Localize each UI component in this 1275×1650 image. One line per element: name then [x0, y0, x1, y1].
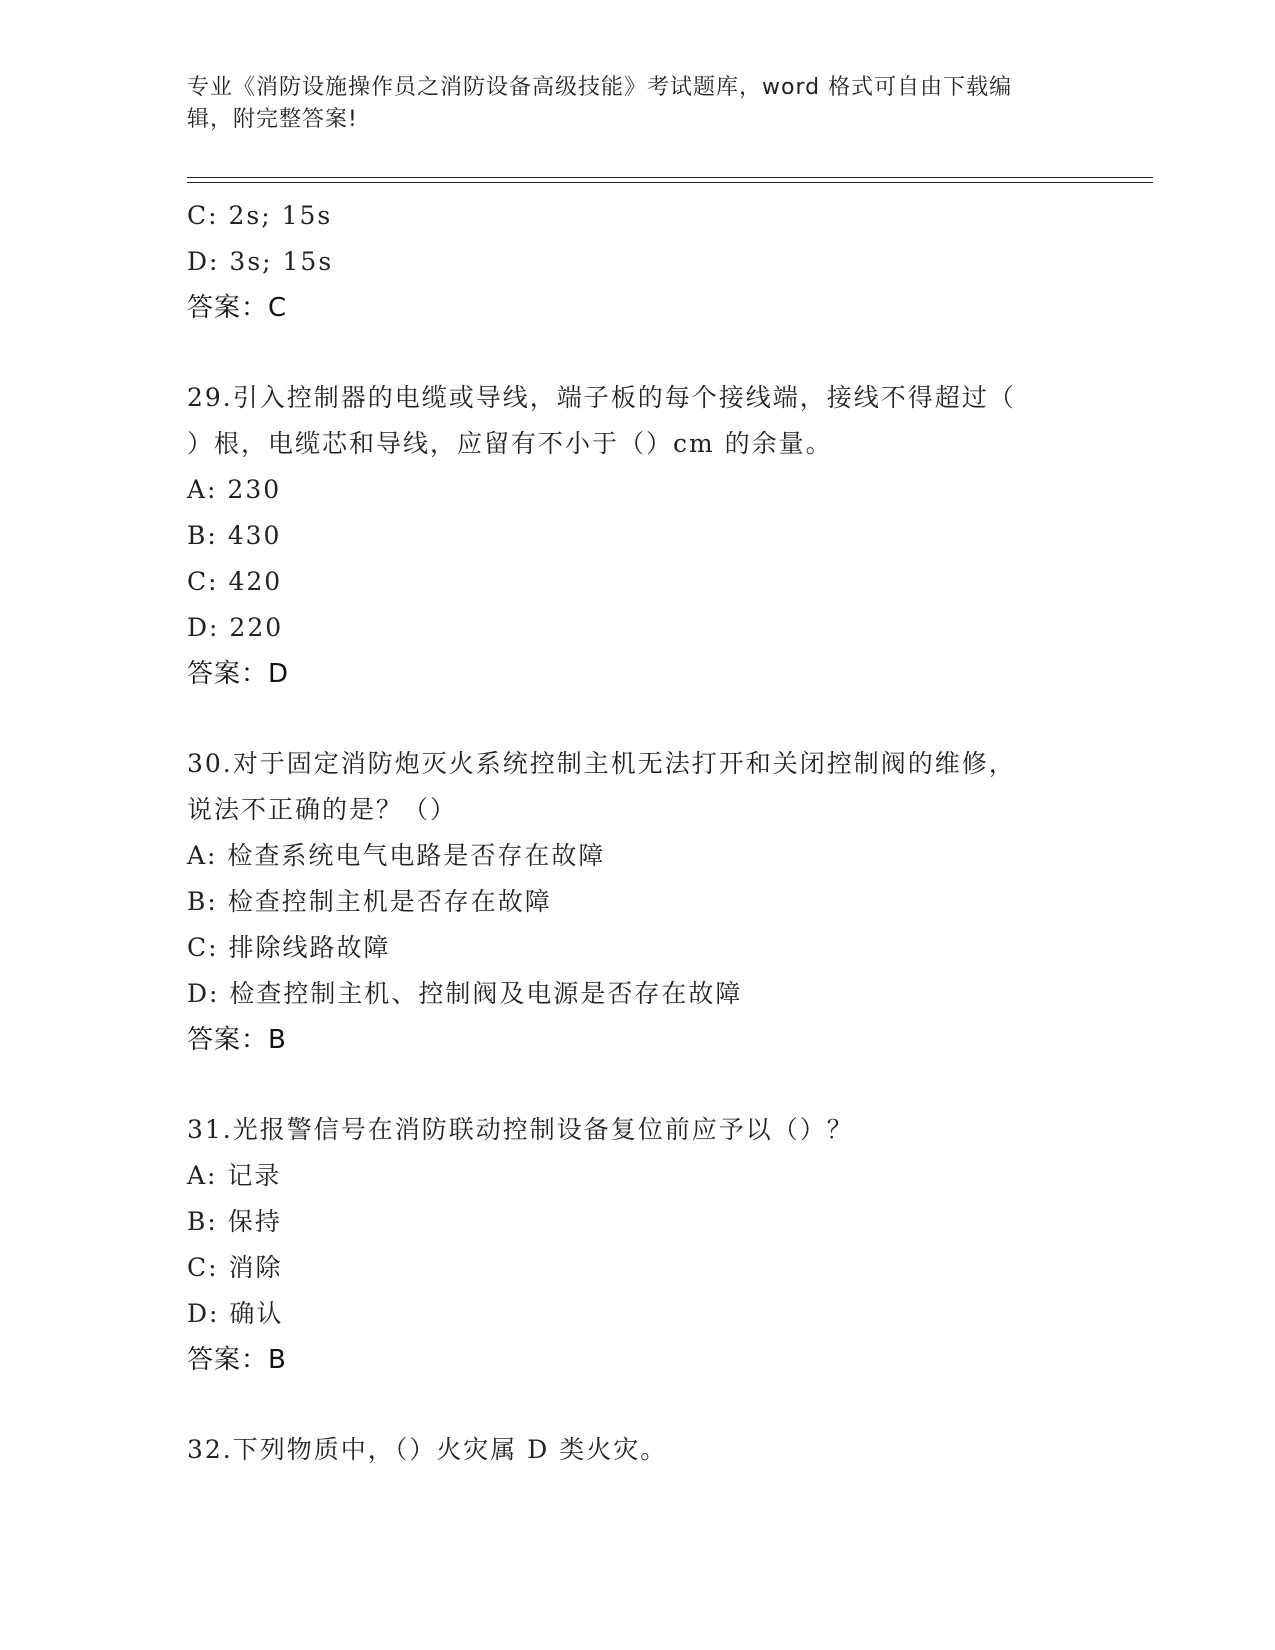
question-stem-line: 31.光报警信号在消防联动控制设备复位前应予以（）？ — [187, 1115, 854, 1144]
spacer — [187, 697, 1087, 741]
option-b: B: 430 — [187, 521, 282, 550]
question-30 — [187, 741, 1087, 1063]
header-line-2: 辑，附完整答案! — [187, 107, 358, 132]
answer-label: 答案：C — [187, 293, 288, 323]
question-stem-line: 说法不正确的是？（） — [187, 795, 458, 824]
question-stem-line: 29.引入控制器的电缆或导线，端子板的每个接线端，接线不得超过（ — [187, 383, 1016, 412]
option-a: A: 检查系统电气电路是否存在故障 — [187, 841, 606, 870]
document-body — [187, 193, 1087, 1473]
option-a: A: 记录 — [187, 1161, 282, 1190]
answer-label: 答案：D — [187, 659, 290, 689]
option-c: C: 消除 — [187, 1253, 283, 1282]
option-c: C: 420 — [187, 567, 283, 596]
option-d: D: 检查控制主机、控制阀及电源是否存在故障 — [187, 979, 743, 1008]
option-c: C: 排除线路故障 — [187, 933, 391, 962]
option-d: D: 确认 — [187, 1299, 284, 1328]
prev-question-block — [187, 193, 1087, 331]
question-stem-line: 30.对于固定消防炮灭火系统控制主机无法打开和关闭控制阀的维修， — [187, 749, 1016, 778]
option-d: D: 220 — [187, 613, 284, 642]
header-line-1: 专业《消防设施操作员之消防设备高级技能》考试题库，word 格式可自由下载编 — [187, 75, 1013, 100]
answer-label: 答案：B — [187, 1345, 287, 1375]
question-31 — [187, 1107, 1087, 1383]
document-header — [187, 72, 1087, 136]
question-stem-line: ）根，电缆芯和导线，应留有不小于（）cm 的余量。 — [187, 429, 833, 458]
header-divider-bottom — [187, 182, 1153, 183]
option-a: A: 230 — [187, 475, 282, 504]
header-divider-top — [187, 177, 1153, 178]
question-32 — [187, 1427, 1087, 1473]
spacer — [187, 1063, 1087, 1107]
answer-label: 答案：B — [187, 1025, 287, 1055]
option-d: D: 3s; 15s — [187, 247, 334, 276]
option-b: B: 检查控制主机是否存在故障 — [187, 887, 552, 916]
question-stem-line: 32.下列物质中，（）火灾属 D 类火灾。 — [187, 1435, 668, 1464]
spacer — [187, 1383, 1087, 1427]
question-29 — [187, 375, 1087, 697]
spacer — [187, 331, 1087, 375]
option-c: C: 2s; 15s — [187, 201, 333, 230]
option-b: B: 保持 — [187, 1207, 282, 1236]
